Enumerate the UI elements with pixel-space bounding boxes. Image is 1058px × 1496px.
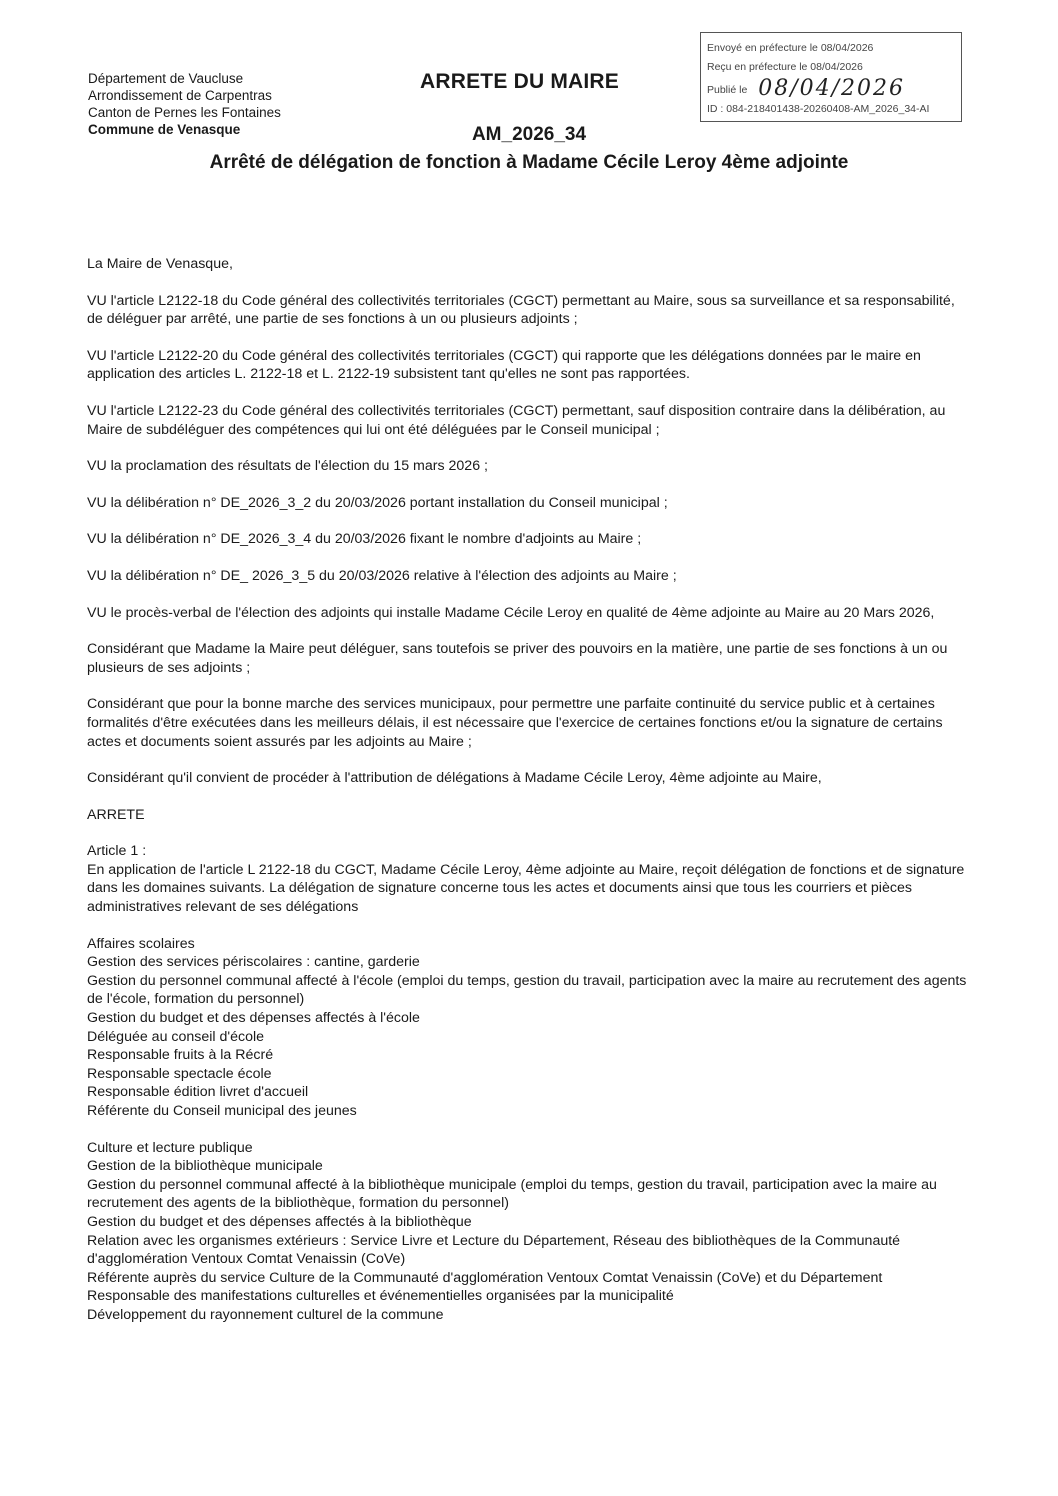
- list-item: Gestion des services périscolaires : cantine, garderie: [87, 954, 420, 971]
- list-item: Responsable des manifestations culturelles et événementielles organisées par la municipalité: [87, 1288, 674, 1305]
- stamp-id: ID : 084-218401438-20260408-AM_2026_34-AI: [707, 103, 930, 115]
- list-item: Gestion du budget et des dépenses affectés à l'école: [87, 1010, 420, 1027]
- list-item: Relation avec les organismes extérieurs : Service Livre et Lecture du Département, Réseau des bibliothèques de la Communauté d'agglomération Ventoux Comtat Venaissin (CoVe): [87, 1232, 901, 1268]
- list-item: Référente du Conseil municipal des jeunes: [87, 1103, 357, 1119]
- domain-affaires-scolaires: [87, 935, 972, 1121]
- admin-line-department: Département de Vaucluse: [88, 71, 244, 86]
- list-item: Référente auprès du service Culture de la Communauté d'agglomération Ventoux Comtat Venaissin (CoVe) et du Département: [87, 1269, 883, 1286]
- list-item: Gestion du personnel communal affecté à la bibliothèque municipale (emploi du temps, gestion du travail, participation avec la maire au recrutement des agents de la bibliothèque, formation du personnel): [87, 1176, 937, 1212]
- arrete-heading: ARRETE: [87, 806, 145, 823]
- document-reference: AM_2026_34: [471, 124, 587, 145]
- admin-line-commune: Commune de Venasque: [88, 122, 241, 137]
- list-item: Responsable édition livret d'accueil: [87, 1084, 309, 1101]
- admin-line-arrondissement: Arrondissement de Carpentras: [88, 88, 272, 103]
- paragraph: VU l'article L2122-20 du Code général des collectivités territoriales (CGCT) qui rapporte que les délégations données par le maire en application des articles L. 2122-18 et L. 2122-19 subsistent tant qu'elles ne sont pas rapportées.: [87, 347, 921, 383]
- paragraph: Considérant qu'il convient de procéder à l'attribution de délégations à Madame Cécile Leroy, 4ème adjointe au Maire,: [87, 770, 822, 787]
- document-title: ARRETE DU MAIRE: [420, 70, 620, 93]
- stamp-received: Reçu en préfecture le 08/04/2026: [707, 61, 863, 73]
- article-1: [87, 842, 972, 916]
- paragraph: VU la délibération n° DE_2026_3_4 du 20/03/2026 fixant le nombre d'adjoints au Maire ;: [87, 531, 642, 548]
- paragraph: VU la délibération n° DE_2026_3_2 du 20/03/2026 portant installation du Conseil municipal ;: [87, 494, 668, 511]
- article-1-text: En application de l'article L 2122-18 du CGCT, Madame Cécile Leroy, 4ème adjointe au Maire, reçoit délégation de fonctions et de signature dans les domaines suivants. La délégation de signature concerne tous les actes et documents ainsi que tous les courriers et pièces administratives relevant de ses délégations: [87, 861, 965, 916]
- list-item: Déléguée au conseil d'école: [87, 1028, 265, 1045]
- list-item: Gestion du budget et des dépenses affectés à la bibliothèque: [87, 1213, 472, 1230]
- paragraph: VU l'article L2122-23 du Code général des collectivités territoriales (CGCT) permettant, sauf disposition contraire dans la délibération, au Maire de subdéléguer des compétences qui lui ont été déléguées par le Conseil municipal ;: [87, 402, 946, 438]
- article-1-title: Article 1 :: [87, 843, 147, 860]
- list-item: Développement du rayonnement culturel de la commune: [87, 1306, 444, 1323]
- list-item: Gestion de la bibliothèque municipale: [87, 1158, 323, 1175]
- paragraph: VU l'article L2122-18 du Code général des collectivités territoriales (CGCT) permettant au Maire, sous sa surveillance et sa responsabilité, de déléguer par arrêté, une partie de ses fonctions à un ou plusieurs adjoints ;: [87, 292, 955, 328]
- document-body: [87, 255, 972, 1343]
- list-item: Responsable fruits à la Récré: [87, 1047, 274, 1064]
- paragraph: VU la proclamation des résultats de l'élection du 15 mars 2026 ;: [87, 458, 488, 475]
- stamp-sent: Envoyé en préfecture le 08/04/2026: [707, 42, 874, 54]
- domain-culture-lecture: [87, 1139, 972, 1325]
- domain-title: Culture et lecture publique: [87, 1139, 253, 1156]
- paragraph: Considérant que Madame la Maire peut déléguer, sans toutefois se priver des pouvoirs en la matière, une partie de ses fonctions à un ou plusieurs de ses adjoints ;: [87, 641, 948, 676]
- stamp-published-label: Publié le: [707, 84, 748, 96]
- paragraph: VU le procès-verbal de l'élection des adjoints qui installe Madame Cécile Leroy en qualité de 4ème adjointe au Maire au 20 Mars 2026,: [87, 604, 935, 621]
- opening-line: La Maire de Venasque,: [87, 256, 233, 272]
- stamp-published-handwritten-date: 08/04/2026: [758, 76, 906, 101]
- list-item: Responsable spectacle école: [87, 1065, 272, 1082]
- admin-line-canton: Canton de Pernes les Fontaines: [88, 105, 281, 120]
- paragraph: VU la délibération n° DE_ 2026_3_5 du 20/03/2026 relative à l'élection des adjoints au Maire ;: [87, 567, 677, 584]
- paragraph: Considérant que pour la bonne marche des services municipaux, pour permettre une parfaite continuité du service public et à certaines formalités d'être exécutées dans les meilleurs délais, il est nécessaire que l'exercice de certaines fonctions et/ou la signature de certains actes et documents soient assurés par les adjoints au Maire ;: [87, 696, 943, 750]
- prefecture-stamp: [700, 32, 962, 122]
- stamp-published: [707, 77, 955, 100]
- document-subject: Arrêté de délégation de fonction à Madame Cécile Leroy 4ème adjointe: [209, 152, 849, 173]
- list-item: Gestion du personnel communal affecté à l'école (emploi du temps, gestion du travail, participation avec la maire au recrutement des agents de l'école, formation du personnel): [87, 972, 967, 1008]
- domain-title: Affaires scolaires: [87, 935, 195, 952]
